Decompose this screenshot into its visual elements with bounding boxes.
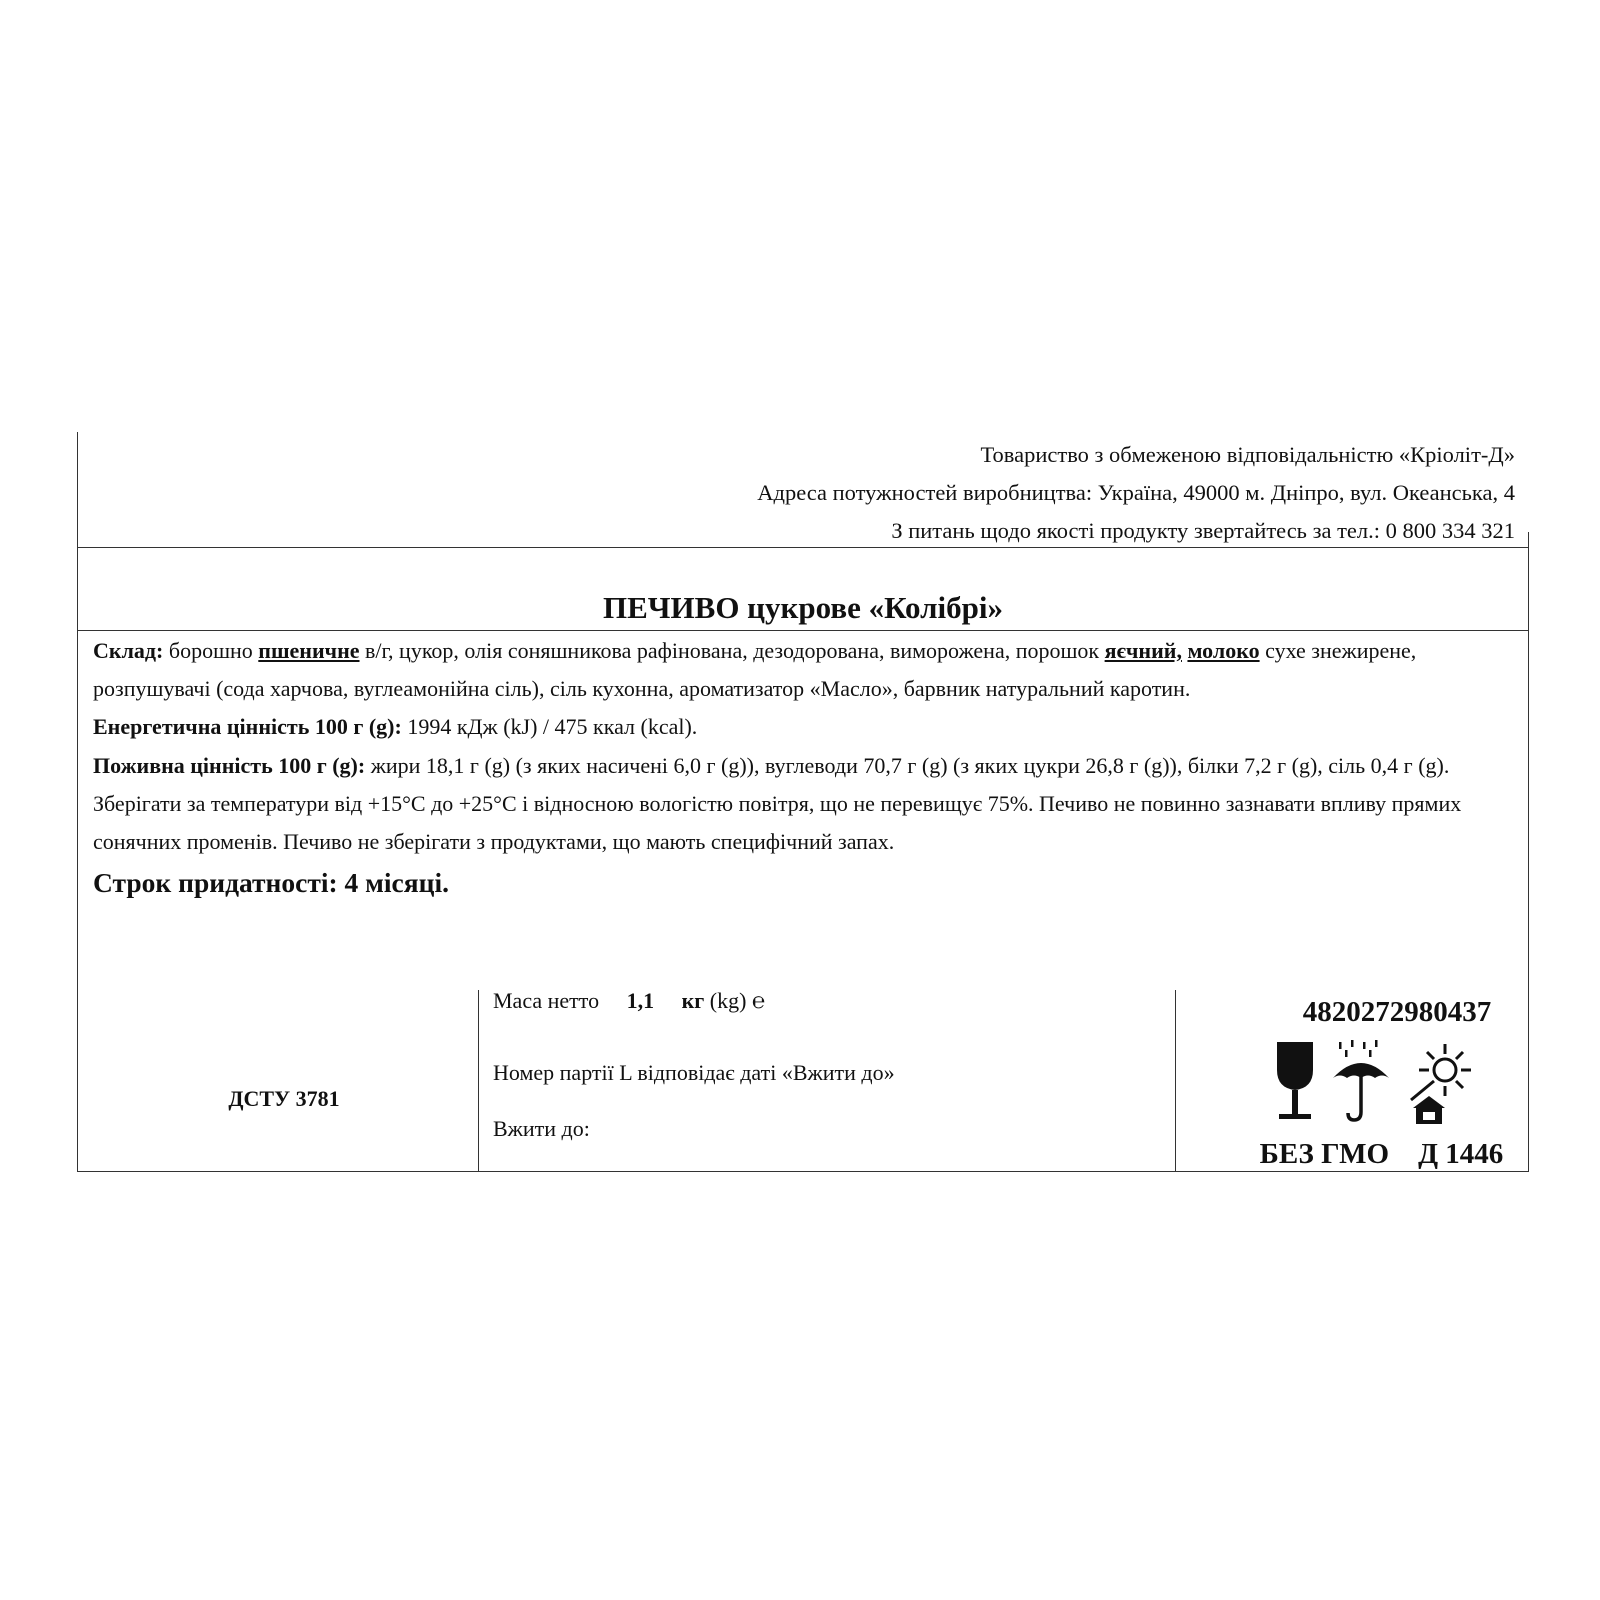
gmo-and-code (1234, 1138, 1529, 1171)
label-body (93, 632, 1517, 905)
nutrition-text: жири 18,1 г (g) (з яких насичені 6,0 г (g)), вуглеводи 70,7 г (g) (з яких цукри 26,8 г (g)), білки 7,2 г (g), сіль 0,4 г (g). (365, 752, 1450, 778)
energy-value (93, 708, 1517, 746)
manufacturer-address: Адреса потужностей виробництва: Україна, 49000 м. Дніпро, вул. Океанська, 4 (757, 480, 1515, 505)
gmo-free: БЕЗ ГМО (1259, 1138, 1390, 1170)
keep-dry-umbrella-icon (1331, 1040, 1391, 1124)
allergen-wheat: пшеничне (258, 638, 360, 663)
net-mass-unit-en: (kg) ℮ (709, 988, 766, 1013)
energy-text: 1994 кДж (kJ) / 475 ккал (kcal). (401, 714, 698, 740)
composition (93, 632, 1517, 708)
energy-label: Енергетична цінність 100 г (g): (93, 714, 402, 740)
composition-label: Склад: (93, 638, 164, 663)
barcode-number: 4820272980437 (1302, 996, 1492, 1028)
product-label (77, 432, 1529, 1172)
net-mass-value: 1,1 (626, 988, 655, 1013)
col-divider-2 (1175, 990, 1176, 1172)
fragile-glass-icon (1273, 1040, 1317, 1122)
product-title: ПЕЧИВО цукрове «Колібрі» (602, 590, 1004, 625)
shelf-life: Строк придатності: 4 місяці. (93, 867, 449, 899)
allergen-egg: яєчний, (1104, 638, 1182, 663)
manufacturer-contact: З питань щодо якості продукту звертайтесь за тел.: 0 800 334 321 (891, 518, 1515, 543)
bottom-table (77, 990, 1529, 1172)
standard-code: ДСТУ 3781 (228, 1086, 340, 1111)
nutrition-value (93, 747, 1517, 785)
title-divider (77, 630, 1529, 631)
use-by: Вжити до: (493, 1116, 590, 1141)
composition-text-1: борошно (163, 638, 259, 663)
manufacturer-block (757, 436, 1515, 550)
net-mass-unit: кг (681, 988, 705, 1013)
manufacturer-company: Товариство з обмеженою відповідальністю «Кріоліт-Д» (980, 442, 1515, 467)
composition-text-2: в/г, цукор, олія соняшникова рафінована, дезодорована, виморожена, порошок (359, 638, 1105, 663)
col-divider-1 (478, 990, 479, 1172)
composition-text-3: сухе знежирене, розпушувачі (сода харчова, вуглеамонійна сіль), сіль кухонна, ароматизатор «Масло», барвник натуральний каротин. (93, 638, 1417, 702)
handling-icons (1273, 1040, 1513, 1126)
production-code: Д 1446 (1418, 1138, 1504, 1170)
batch-number: Номер партії L відповідає даті «Вжити до» (493, 1060, 895, 1085)
keep-away-from-sun-icon (1407, 1040, 1477, 1126)
net-mass-label: Маса нетто (493, 988, 600, 1013)
nutrition-label: Поживна цінність 100 г (g): (93, 752, 366, 778)
allergen-milk: молоко (1187, 638, 1260, 663)
storage-conditions: Зберігати за температури від +15°С до +25°С і відносною вологістю повітря, що не перевищує 75%. Печиво не повинно зазнавати впливу прямих сонячних променів. Печиво не зберігати з продуктами, що мають специфічний запах. (93, 790, 1462, 855)
net-mass (493, 988, 765, 1014)
